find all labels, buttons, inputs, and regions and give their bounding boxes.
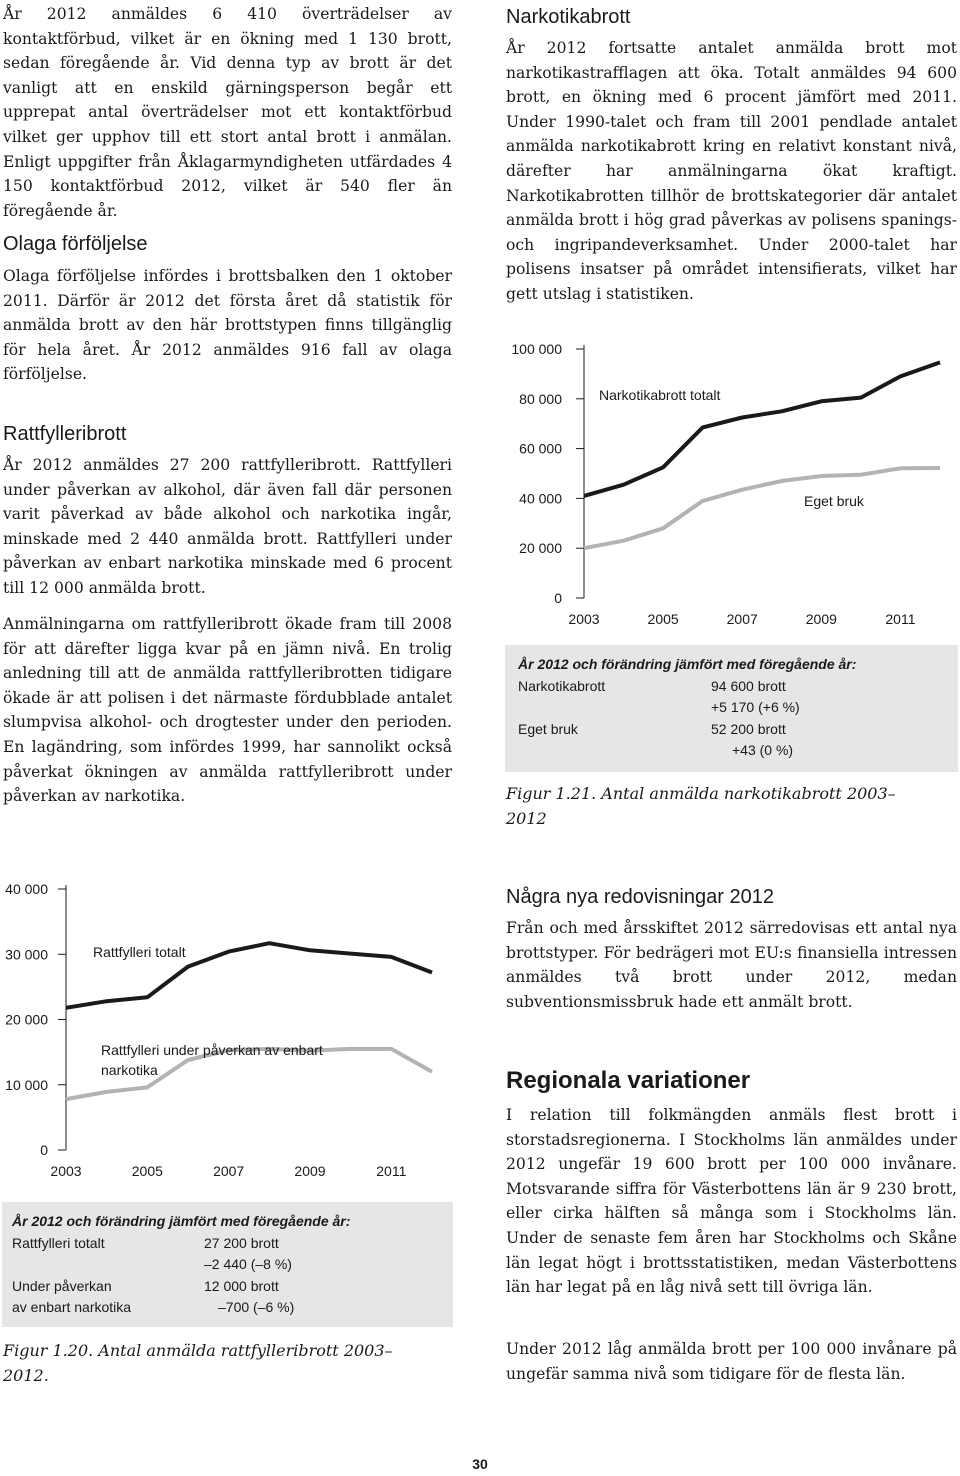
rattfylleri-summary-box <box>2 1202 453 1327</box>
x-tick-label: 2003 <box>568 611 600 627</box>
page-number: 30 <box>472 1456 488 1472</box>
y-tick-label: 10 000 <box>5 1076 48 1093</box>
series-label <box>101 1042 323 1078</box>
regionala-paragraph-2: Under 2012 låg anmälda brott per 100 000 invånare på ungefär samma nivå som tidigare för de flesta län. <box>506 1340 957 1383</box>
summary-row <box>12 1233 443 1255</box>
summary-label: Narkotikabrott <box>518 677 606 694</box>
summary-row <box>12 1297 443 1319</box>
x-tick-label: 2003 <box>50 1163 82 1179</box>
y-tick-label: 0 <box>554 590 562 606</box>
summary-row <box>12 1276 443 1298</box>
x-tick-label: 2009 <box>805 611 837 627</box>
regionala-paragraph-1: I relation till folkmängden anmäls flest brott i storstadsregionerna. I Stockholms län anmäldes under 2012 ungefär 19 600 brott per 100 000 invånare. Motsvarande siffra för Västerbottens län är 9 230 brott, eller cirka hälften så många som i Stockholms län. Under de senaste fem åren har Stockholms och Skåne län legat högt i brottsstatistiken, medan Västerbottens län har legat på en låg nivå sett till övriga län. <box>506 1106 957 1297</box>
x-tick-label: 2011 <box>376 1163 407 1179</box>
narkotika-heading: Narkotikabrott <box>506 6 631 28</box>
narkotika-paragraph: År 2012 fortsatte antalet anmälda brott mot narkotikastrafflagen att öka. Totalt anmäldes 94 600 brott, en ökning med 6 procent jämfört med 2011. Under 1990-talet och fram till 2001 pendlade antalet anmälda narkotikabrott kring en relativt konstant nivå, därefter har anmälningarna ökat kraftigt. Narkotikabrotten tillhör de brottskategorier där antalet anmälda brott i hög grad påverkas av polisens spanings- och ingripandeverksamhet. Under 2000-talet har polisens insatser på området intensifierats, vilket har gett utslag i statistiken. <box>506 39 957 303</box>
x-tick-label: 2009 <box>294 1163 326 1179</box>
series-label: Eget bruk <box>804 493 864 509</box>
y-tick-label: 20 000 <box>5 1011 48 1028</box>
y-tick-label: 80 000 <box>519 390 562 407</box>
summary-value: 27 200 brott <box>204 1234 279 1251</box>
summary-title: År 2012 och förändring jämfört med föregående år: <box>12 1213 351 1229</box>
summary-row <box>518 740 945 762</box>
x-tick-label: 2007 <box>726 611 758 627</box>
rattfylleri-paragraph-2: Anmälningarna om rattfylleribrott ökade fram till 2008 för att därefter ligga kvar på en jämn nivå. En trolig anledning till att de anmälda rattfylleribrotten tidigare ökade är att polisen i det närmaste fördubblade antalet slumpvisa alkohol- och drogtester under den perioden. En lagändring, som infördes 1999, har sannolikt också påverkat ökningen av anmälda rattfylleribrott under påverkan av narkotika. <box>3 615 452 806</box>
summary-value: –700 (–6 %) <box>218 1299 295 1315</box>
x-tick-label: 2011 <box>885 611 916 627</box>
x-tick-label: 2005 <box>131 1163 163 1179</box>
series-label-line: Rattfylleri under påverkan av enbart <box>101 1042 323 1058</box>
summary-value: 12 000 brott <box>204 1277 279 1294</box>
summary-title: År 2012 och förändring jämfört med föregående år: <box>518 656 857 672</box>
olaga-paragraph: Olaga förföljelse infördes i brottsbalken den 1 oktober 2011. Därför är 2012 det första året då statistik för anmälda brott av den här brottstypen finns tillgänglig för hela året. År 2012 anmäldes 916 fall av olaga förföljelse. <box>3 267 452 384</box>
summary-label: Under påverkan <box>12 1277 112 1294</box>
summary-value: +5 170 (+6 %) <box>711 699 800 715</box>
summary-value: 52 200 brott <box>711 720 786 737</box>
summary-row <box>518 676 945 698</box>
y-tick-label: 40 000 <box>519 490 562 507</box>
intro-paragraph: År 2012 anmäldes 6 410 överträdelser av kontaktförbud, vilket är en ökning med 1 130 brott, sedan föregående år. Vid denna typ av brott är det vanligt att en enskild gärningsperson begår ett upprepat antal överträdelser mot ett kontaktförbud vilket ger upphov till ett stort antal brott i anmälan. Enligt uppgifter från Åklagarmyndigheten utfärdades 4 150 kontaktförbud 2012, vilket är 540 fler än föregående år. <box>3 5 452 220</box>
regionala-heading: Regionala variationer <box>506 1067 751 1094</box>
rattfylleri-paragraph-1: År 2012 anmäldes 27 200 rattfylleribrott. Rattfylleri under påverkan av alkohol, där även fall där personen varit påverkad av både alkohol och narkotika ingår, minskade med 2 440 anmälda brott. Rattfylleri under påverkan av enbart narkotika minskade med 6 procent till 12 000 anmälda brott. <box>3 456 452 597</box>
summary-value: +43 (0 %) <box>732 742 794 758</box>
figure-caption-1-20: Figur 1.20. Antal anmälda rattfylleribrott 2003–2012. <box>3 1341 393 1385</box>
summary-row <box>518 697 945 719</box>
summary-row <box>518 719 945 741</box>
y-tick-label: 60 000 <box>519 440 562 457</box>
nya-redovisningar-heading: Några nya redovisningar 2012 <box>506 886 774 908</box>
y-tick-label: 20 000 <box>519 540 562 557</box>
series-label: Narkotikabrott totalt <box>599 387 721 403</box>
y-tick-label: 0 <box>40 1142 48 1158</box>
narkotika-summary-box <box>505 645 958 772</box>
summary-label: Rattfylleri totalt <box>12 1234 105 1251</box>
summary-value: –2 440 (–8 %) <box>204 1256 292 1272</box>
series-label-line: narkotika <box>101 1062 158 1078</box>
summary-value: 94 600 brott <box>711 677 786 694</box>
rattfylleri-chart <box>0 875 450 1185</box>
nya-redovisningar-paragraph: Från och med årsskiftet 2012 särredovisas ett antal nya brottstyper. För bedrägeri mot EU:s finansiella intressen anmäldes två brott under 2012, medan subventionsmissbruk hade ett anmält brott. <box>506 919 957 1011</box>
figure-caption-1-21: Figur 1.21. Antal anmälda narkotikabrott 2003–2012 <box>506 784 896 828</box>
series-label: Rattfylleri totalt <box>93 944 186 960</box>
narkotika-chart <box>495 328 960 633</box>
y-tick-label: 30 000 <box>5 946 48 963</box>
summary-label: Eget bruk <box>518 720 578 737</box>
summary-row <box>12 1254 443 1276</box>
x-tick-label: 2007 <box>213 1163 245 1179</box>
rattfylleri-heading: Rattfylleribrott <box>3 423 127 445</box>
olaga-heading: Olaga förföljelse <box>3 233 148 255</box>
series-line <box>584 362 940 496</box>
y-tick-label: 100 000 <box>511 341 562 357</box>
y-tick-label: 40 000 <box>5 881 48 897</box>
x-tick-label: 2005 <box>647 611 679 627</box>
summary-label: av enbart narkotika <box>12 1299 132 1315</box>
